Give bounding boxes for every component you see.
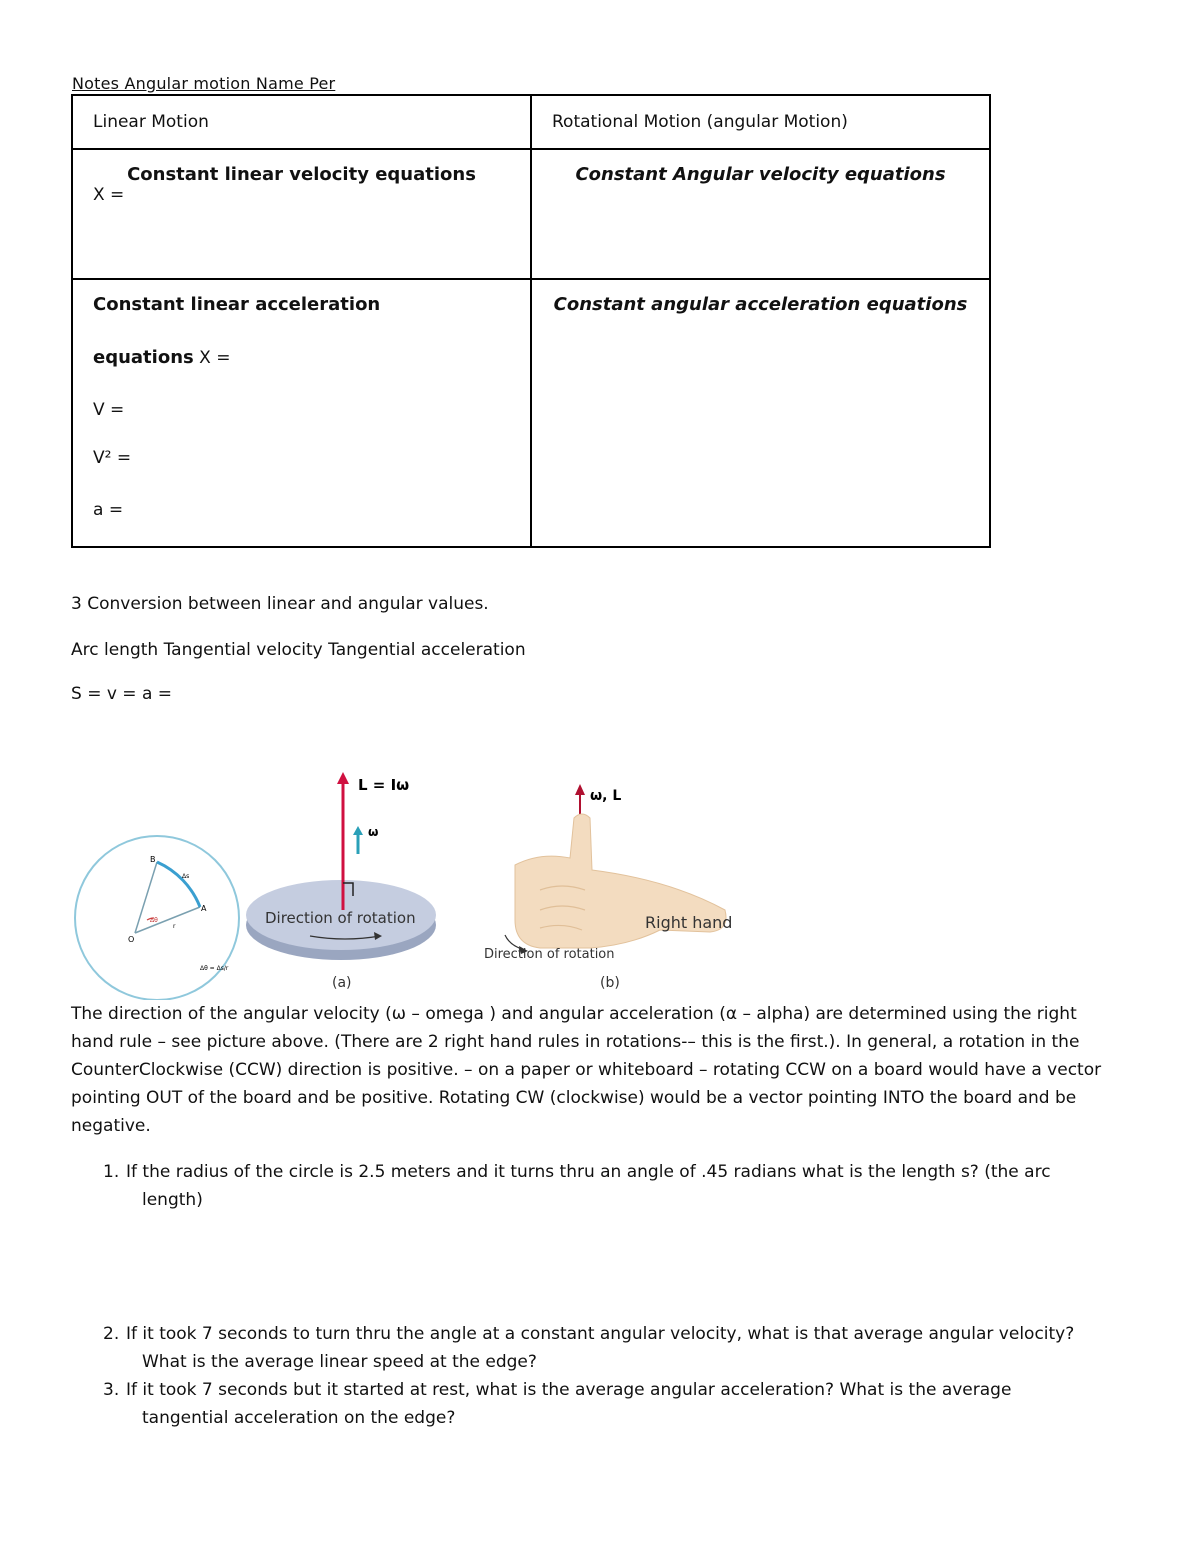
hand-right-label: Right hand xyxy=(645,913,733,932)
linear-acceleration-title: Constant linear acceleration xyxy=(93,294,381,315)
rotating-disk-diagram xyxy=(246,772,436,991)
circle-label-dtheta: Δθ xyxy=(150,917,158,924)
section3-heading: 3 Conversion between linear and angular values. xyxy=(71,594,489,614)
eq-x: X = xyxy=(199,348,231,368)
linear-velocity-title: Constant linear velocity equations xyxy=(127,164,476,185)
figure-label-a: (a) xyxy=(332,975,352,991)
question-3-number: 3. xyxy=(103,1380,120,1400)
page-title: Notes Angular motion Name Per xyxy=(72,74,336,93)
question-2-line2: What is the average linear speed at the edge? xyxy=(142,1352,537,1372)
angular-velocity-cell xyxy=(531,149,990,279)
table-row-acceleration xyxy=(72,279,990,547)
angular-velocity-title: Constant Angular velocity equations xyxy=(575,164,946,185)
question-1 xyxy=(71,1158,1121,1214)
angular-acceleration-cell xyxy=(531,279,990,547)
hand-label-omega-l: ω, L xyxy=(590,788,622,804)
disk-label-omega: ω xyxy=(368,825,379,839)
disk-rotation-label: Direction of rotation xyxy=(265,909,416,927)
linear-velocity-eq: X = xyxy=(93,185,125,205)
figure-label-b: (b) xyxy=(600,975,620,991)
eq-v2: V² = xyxy=(93,448,132,468)
circle-label-o: O xyxy=(128,935,135,944)
angular-acceleration-title: Constant angular acceleration equations xyxy=(553,294,968,315)
eq-v: V = xyxy=(93,400,125,420)
linear-acceleration-cell xyxy=(72,279,531,547)
question-1-number: 1. xyxy=(103,1162,120,1182)
table-row-velocity xyxy=(72,149,990,279)
eq-a: a = xyxy=(93,500,124,520)
section3-labels: Arc length Tangential velocity Tangential acceleration xyxy=(71,640,526,660)
question-2-number: 2. xyxy=(103,1324,120,1344)
question-1-line2: length) xyxy=(142,1190,203,1210)
disk-label-l: L = Iω xyxy=(358,776,410,794)
table-header-row xyxy=(72,95,990,149)
question-1-line1: If the radius of the circle is 2.5 meters and it turns thru an angle of .45 radians what is the length s? (the arc xyxy=(126,1162,1051,1182)
section3-equations: S = v = a = xyxy=(71,684,173,704)
circle-label-ds: Δs xyxy=(182,873,190,880)
question-3-line1: If it took 7 seconds but it started at rest, what is the average angular acceleration? What is the average xyxy=(126,1380,1012,1400)
question-3 xyxy=(71,1376,1121,1432)
circle-label-a: A xyxy=(201,904,207,913)
linear-velocity-cell xyxy=(72,149,531,279)
right-hand-diagram xyxy=(484,784,732,991)
circle-formula: Δθ = Δs/r xyxy=(200,965,229,972)
question-2 xyxy=(71,1320,1121,1376)
linear-motion-header: Linear Motion xyxy=(72,95,531,149)
equations-table xyxy=(71,94,991,548)
right-hand-rule-paragraph: The direction of the angular velocity (ω – omega ) and angular acceleration (α – alpha) are determined using the right hand rule – see picture above. (There are 2 right hand rules in rotations-– this is the first.). In general, a rotation in the CounterClockwise (CCW) direction is positive. – on a paper or whiteboard – rotating CCW on a board would have a vector pointing OUT of the board and be positive. Rotating CW (clockwise) would be a vector pointing INTO the board and be negative. xyxy=(71,1004,1102,1136)
rotational-motion-header: Rotational Motion (angular Motion) xyxy=(531,95,990,149)
linear-acceleration-title2: equations xyxy=(93,347,194,368)
arc-length-circle-diagram xyxy=(75,836,239,1000)
question-2-line1: If it took 7 seconds to turn thru the angle at a constant angular velocity, what is that average angular velocity? xyxy=(126,1324,1075,1344)
hand-rotation-label: Direction of rotation xyxy=(484,947,615,962)
circle-label-b: B xyxy=(150,855,156,864)
question-3-line2: tangential acceleration on the edge? xyxy=(142,1408,456,1428)
rotation-figure xyxy=(70,770,750,1000)
circle-label-r: r xyxy=(173,923,176,930)
